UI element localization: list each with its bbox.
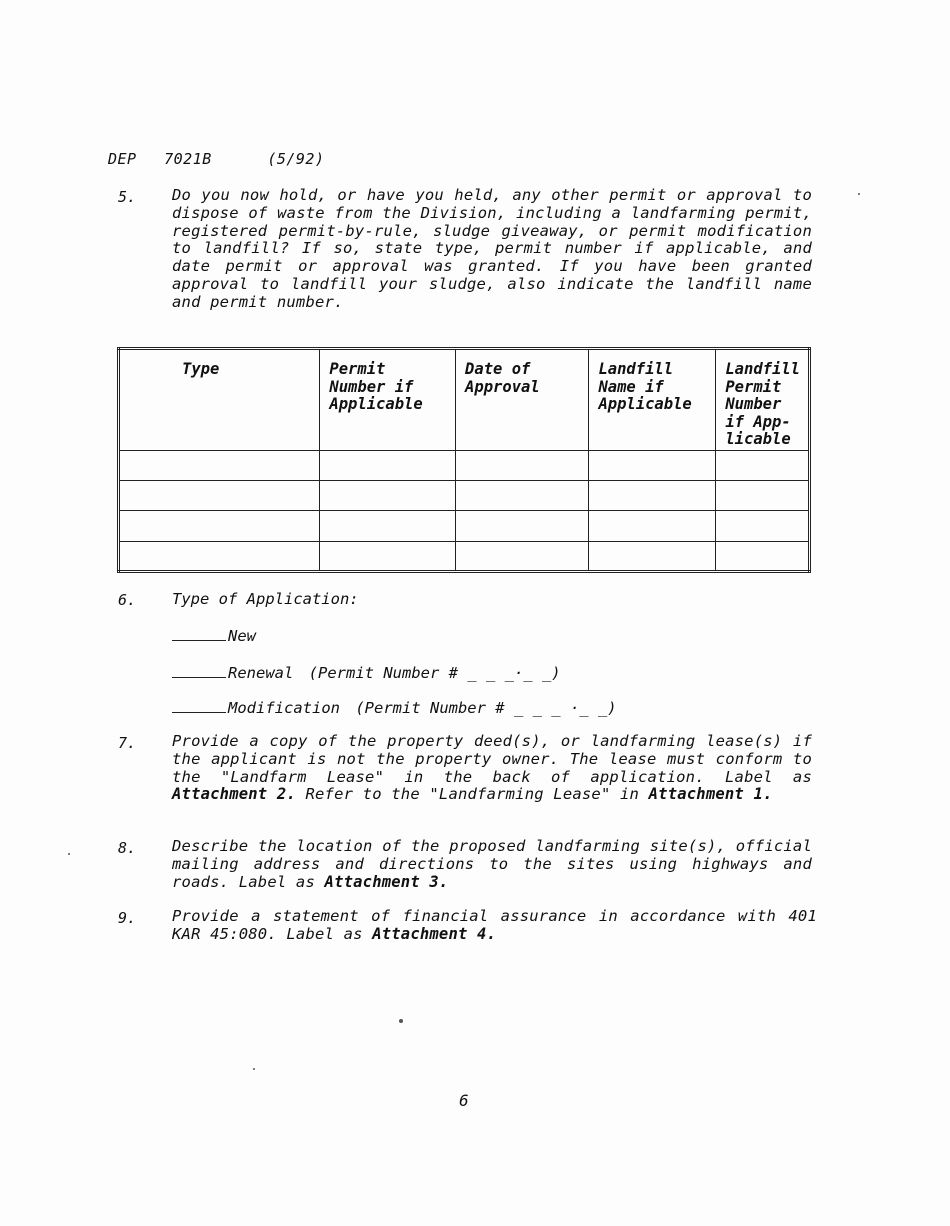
table-cell[interactable] xyxy=(456,511,589,541)
q8-text xyxy=(172,838,812,891)
table-cell[interactable] xyxy=(456,450,589,480)
table-cell[interactable] xyxy=(456,541,589,571)
table-cell[interactable] xyxy=(589,450,716,480)
q7-text-a: Provide a copy of the property deed(s), or landfarming lease(s) if the applicant is not the property owner. The lease must conform to the "Landfarm Lease" in the back of application. Label as xyxy=(172,732,812,786)
col-type: Type xyxy=(119,349,320,451)
q8-attachment-3: Attachment 3. xyxy=(324,872,449,891)
form-number: 7021B xyxy=(164,150,212,168)
table-row xyxy=(119,541,810,571)
form-header xyxy=(108,150,325,168)
page-number: 6 xyxy=(459,1091,469,1110)
scan-speck xyxy=(68,853,70,855)
col-landfill-permit-number: Landfill Permit Number if App-licable xyxy=(716,349,810,451)
q9-number: 9. xyxy=(118,909,137,927)
table-cell[interactable] xyxy=(320,541,456,571)
option-modification-label: Modification xyxy=(228,699,340,717)
scan-speck xyxy=(858,193,860,195)
table-cell[interactable] xyxy=(589,511,716,541)
form-date: (5/92) xyxy=(267,150,325,168)
q6-title: Type of Application: xyxy=(172,590,359,608)
table-cell[interactable] xyxy=(456,481,589,511)
table-cell[interactable] xyxy=(320,511,456,541)
col-permit-number: Permit Number if Applicable xyxy=(320,349,456,451)
q8-body: Describe the location of the proposed landfarming site(s), official mailing address and directions to the sites using highways and roads. Label as xyxy=(172,837,812,891)
q7-attachment-2: Attachment 2. xyxy=(172,785,296,804)
table-cell[interactable] xyxy=(716,511,810,541)
q7-text xyxy=(172,733,812,804)
option-renewal[interactable] xyxy=(172,662,561,682)
q5-text: Do you now hold, or have you held, any other permit or approval to dispose of waste from the Division, including a landfarming permit, registered permit-by-rule, sludge giveaway, or permit modification to landfill? If so, state type, permit number if applicable, and date permit or approval was granted. If you have been granted approval to landfill your sludge, also indicate the landfill name and permit number. xyxy=(172,186,812,311)
table-row xyxy=(119,511,810,541)
form-code: DEP xyxy=(108,150,137,168)
scan-speck xyxy=(399,1019,403,1023)
q5-number: 5. xyxy=(118,188,137,206)
q7-attachment-1: Attachment 1. xyxy=(648,785,773,804)
table-cell[interactable] xyxy=(320,450,456,480)
table-cell[interactable] xyxy=(320,481,456,511)
table-row xyxy=(119,450,810,480)
option-modification-blank[interactable] xyxy=(172,697,226,713)
q9-body: Provide a statement of financial assurance in accordance with 401 KAR 45:080. Label as xyxy=(172,907,817,943)
q6-number: 6. xyxy=(118,591,137,609)
option-renewal-blank[interactable] xyxy=(172,662,226,678)
q9-text xyxy=(172,908,817,944)
scan-speck xyxy=(253,1068,255,1070)
table-cell[interactable] xyxy=(716,481,810,511)
q7-text-b: Refer to the "Landfarming Lease" in xyxy=(305,785,640,804)
table-cell[interactable] xyxy=(119,450,320,480)
option-new[interactable] xyxy=(172,625,256,645)
table-row xyxy=(119,481,810,511)
table-cell[interactable] xyxy=(716,541,810,571)
col-landfill-name: Landfill Name if Applicable xyxy=(589,349,716,451)
option-renewal-permit: (Permit Number # _ _ _·_ _) xyxy=(308,664,561,682)
table-cell[interactable] xyxy=(589,481,716,511)
option-new-blank[interactable] xyxy=(172,625,226,641)
table-cell[interactable] xyxy=(119,481,320,511)
permit-table xyxy=(117,347,811,573)
table-cell[interactable] xyxy=(589,541,716,571)
option-modification-permit: (Permit Number # _ _ _ ·_ _) xyxy=(355,699,617,717)
table-header-row xyxy=(119,349,810,451)
col-date-approval: Date of Approval xyxy=(456,349,589,451)
q7-number: 7. xyxy=(118,734,137,752)
option-renewal-label: Renewal xyxy=(228,664,294,682)
table-cell[interactable] xyxy=(119,511,320,541)
table-cell[interactable] xyxy=(716,450,810,480)
option-new-label: New xyxy=(228,627,256,645)
table-cell[interactable] xyxy=(119,541,320,571)
option-modification[interactable] xyxy=(172,697,617,717)
q8-number: 8. xyxy=(118,839,137,857)
q9-attachment-4: Attachment 4. xyxy=(372,924,497,943)
